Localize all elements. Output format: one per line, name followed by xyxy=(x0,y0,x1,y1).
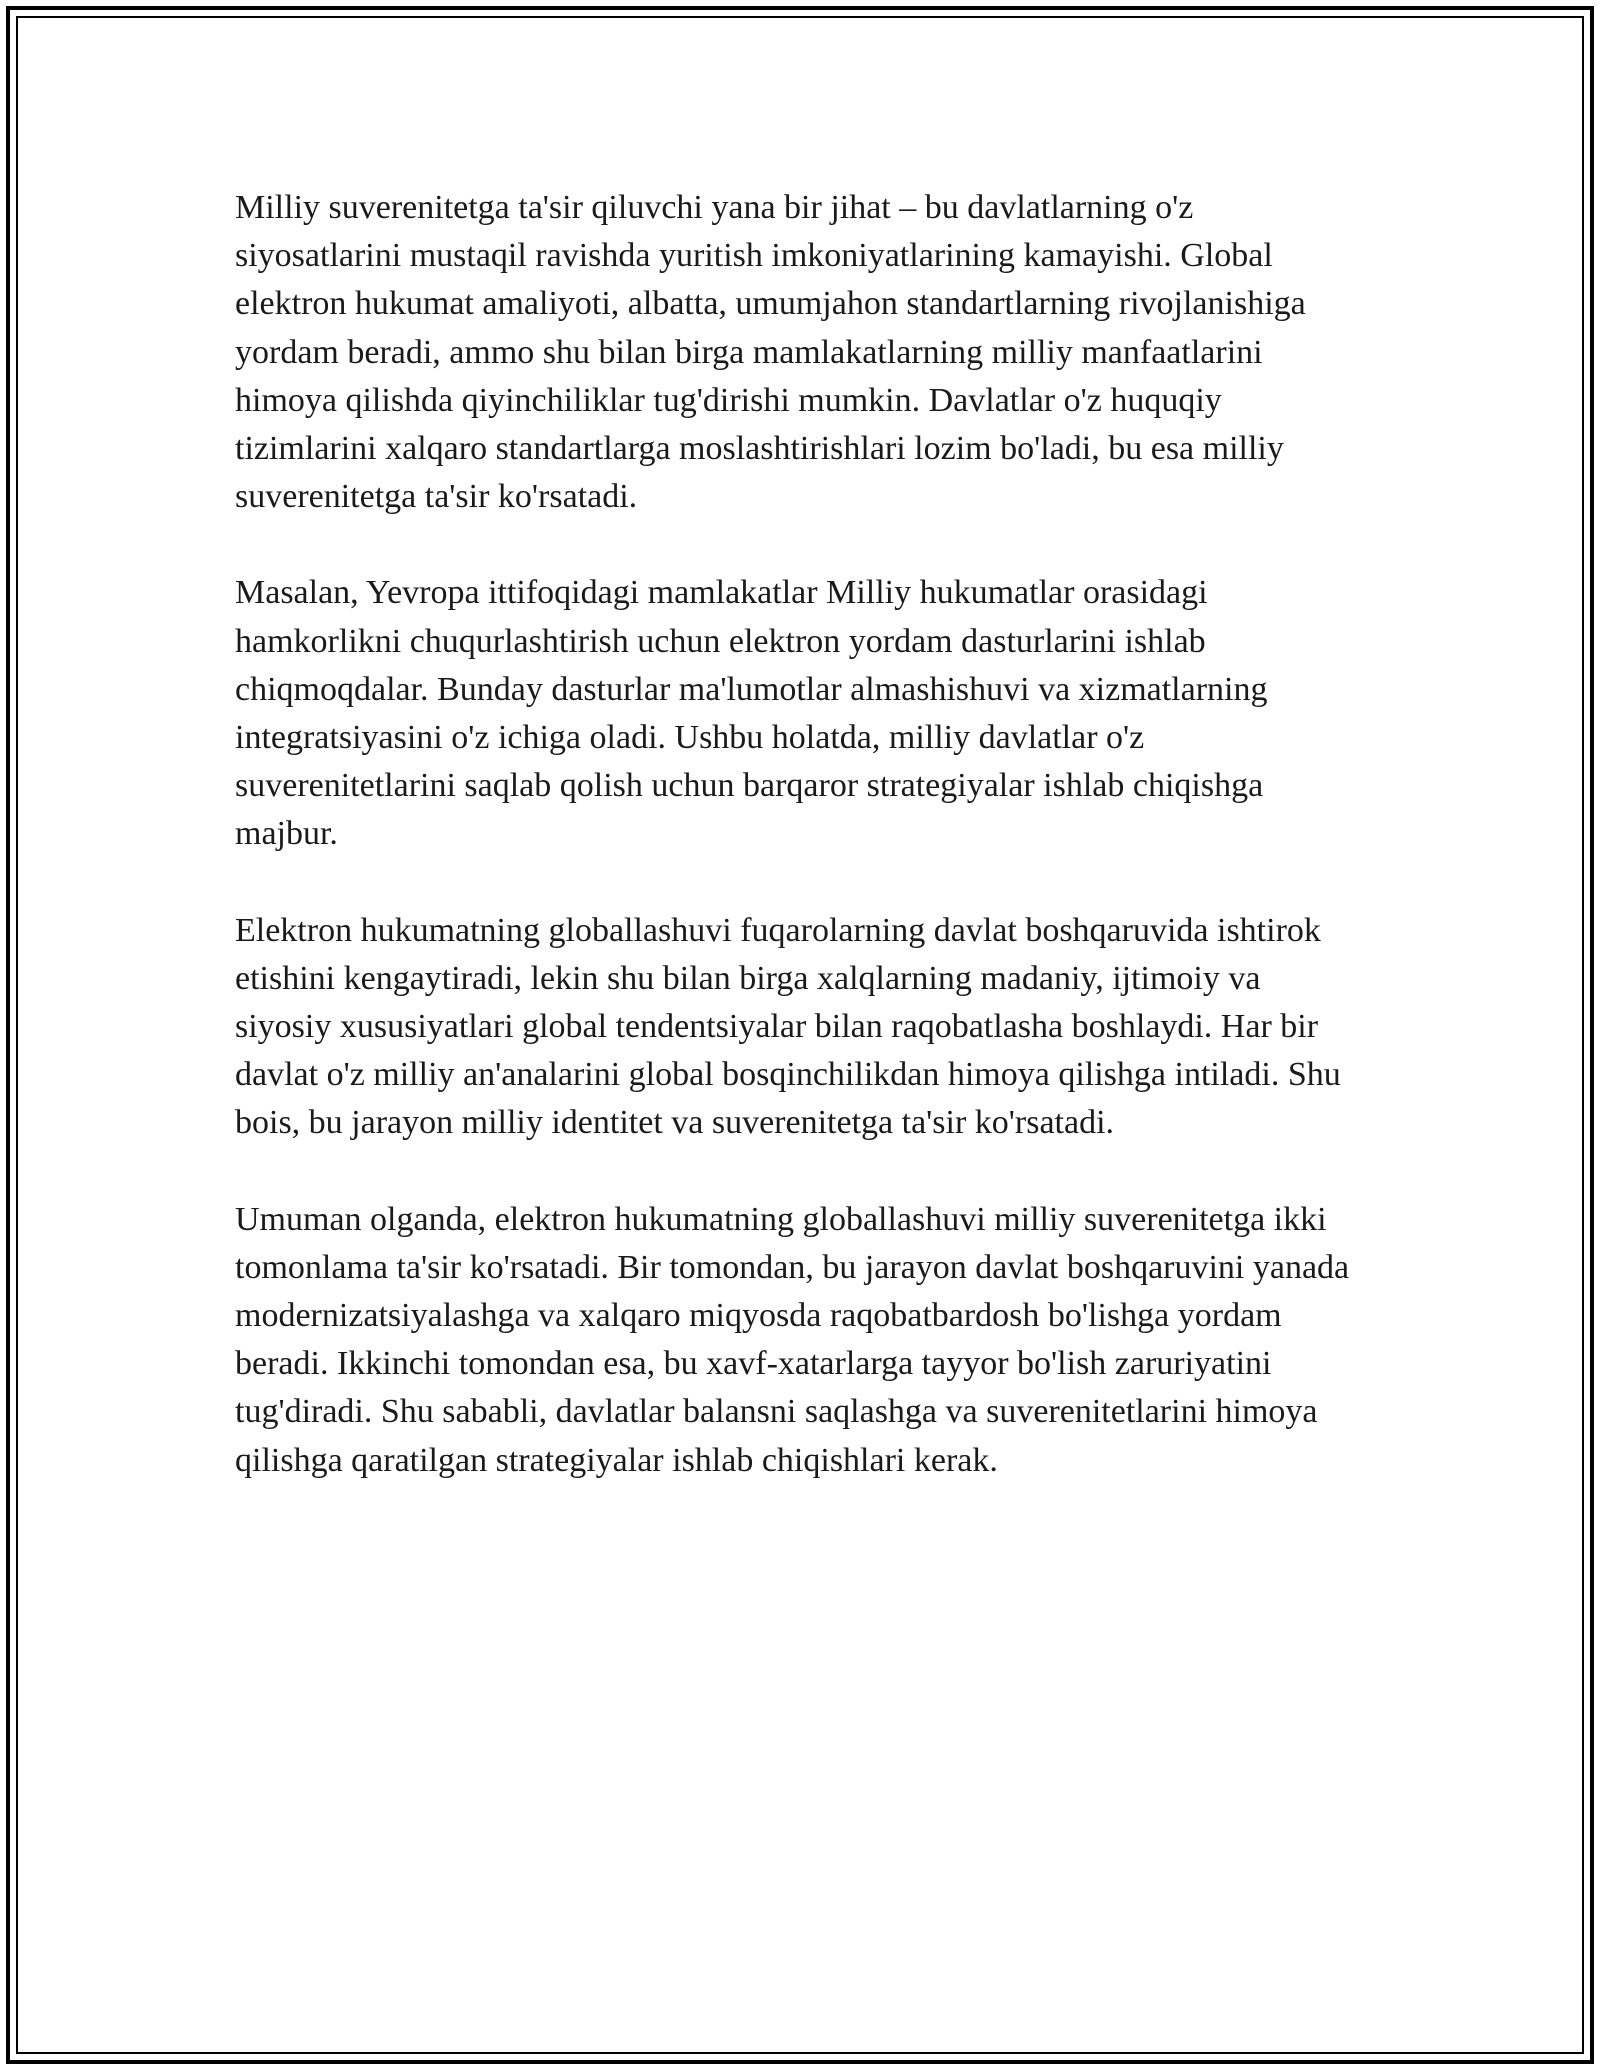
paragraph-2: Masalan, Yevropa ittifoqidagi mamlakatlar Milliy hukumatlar orasidagi hamkorlikni chuqurlashtirish uchun elektron yordam dasturlarini ishlab chiqmoqdalar. Bunday dasturlar ma'lumotlar almashishuvi va xizmatlarning integratsiyasini o'z ichiga oladi. Ushbu holatda, milliy davlatlar o'z suverenitetlarini saqlab qolish uchun barqaror strategiyalar ishlab chiqishga majbur. xyxy=(235,574,1268,853)
paragraph-3: Elektron hukumatning globallashuvi fuqarolarning davlat boshqaruvida ishtirok etishini kengaytiradi, lekin shu bilan birga xalqlarning madaniy, ijtimoiy va siyosiy xususiyatlari global tendentsiyalar bilan raqobatlasha boshlaydi. Har bir davlat o'z milliy an'analarini global bosqinchilikdan himoya qilishga intiladi. Shu bois, bu jarayon milliy identitet va suverenitetga ta'sir ko'rsatadi. xyxy=(235,911,1341,1142)
document-body xyxy=(235,184,1365,1533)
paragraph-1: Milliy suverenitetga ta'sir qiluvchi yana bir jihat – bu davlatlarning o'z siyosatlarini mustaqil ravishda yuritish imkoniyatlarining kamayishi. Global elektron hukumat amaliyoti, albatta, umumjahon standartlarning rivojlanishiga yordam beradi, ammo shu bilan birga mamlakatlarning milliy manfaatlarini himoya qilishda qiyinchiliklar tug'dirishi mumkin. Davlatlar o'z huquqiy tizimlarini xalqaro standartlarga moslashtirishlari lozim bo'ladi, bu esa milliy suverenitetga ta'sir ko'rsatadi. xyxy=(235,189,1306,516)
paragraph-4: Umuman olganda, elektron hukumatning globallashuvi milliy suverenitetga ikki tomonlama ta'sir ko'rsatadi. Bir tomondan, bu jarayon davlat boshqaruvini yanada modernizatsiyalashga va xalqaro miqyosda raqobatbardosh bo'lishga yordam beradi. Ikkinchi tomondan esa, bu xavf-xatarlarga tayyor bo'lish zaruriyatini tug'diradi. Shu sababli, davlatlar balansni saqlashga va suverenitetlarini himoya qilishga qaratilgan strategiyalar ishlab chiqishlari kerak. xyxy=(235,1200,1350,1479)
